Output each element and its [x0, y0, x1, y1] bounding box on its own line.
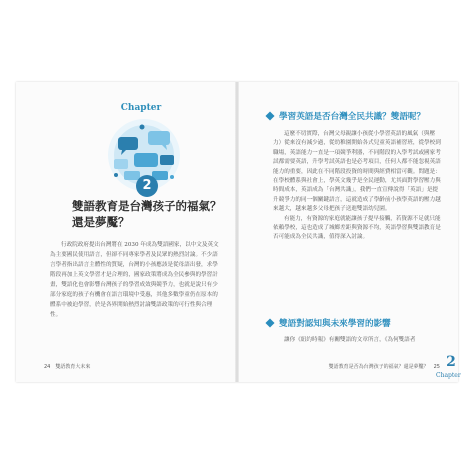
paragraph: 行政院政府提出台灣將在 2030 年成為雙語國家，以中文及英文為主要國民使用語言，但卻不同專家學者及民眾的熱烈討論。不少語言學者指出語言主體性的質疑，台灣的小孩應該是從母語出發，求學階段再加上英文學習才是合理的，國家政策將成為全民參與的學習計畫，雙語化也會影響台灣孩子的學習成效與競爭力，也就是說只有少部分家庭的孩子有機會在語言環境中受惠，其他多數學童仍在原本的體系中被迫學習，於是各界開始熱烈討論雙語政策的可行性與合理性。: [50, 242, 219, 318]
chapter-word: Chapter: [120, 103, 162, 113]
left-page: [16, 82, 237, 382]
chapter-title-line: 還是夢魘？: [72, 215, 130, 229]
side-chapter-number: 2: [446, 354, 456, 370]
left-body-text: [50, 240, 220, 320]
chapter-number-badge: 2: [136, 175, 158, 197]
left-folio: 24 雙語教育大未來: [44, 364, 91, 370]
section-body: [273, 130, 443, 310]
section-diamond-icon: [265, 111, 275, 121]
chapter-title: [72, 198, 222, 230]
section-heading: 雙語對認知與未來學習的影響: [279, 319, 391, 329]
paragraph: 有能力，有資源的家庭就能讓孩子提早接觸，若資源不足就只能依賴學校，這也造成了城鄉差距與資源不均，英語學習與雙語教育是否可能成為全民共識，值得深入討論。: [273, 215, 441, 241]
right-page: [237, 82, 461, 382]
section-heading: 學習英語是否台灣全民共識？雙語呢？: [279, 112, 426, 122]
right-folio: 雙語教育是否為台灣孩子的福氣？還是夢魘？ 25: [328, 364, 440, 370]
paragraph: 讓你《紐約時報》有關雙語的文章所言，《為何雙語者: [284, 337, 416, 343]
chapter-title-line: 雙語教育是台灣孩子的福氣？: [72, 199, 222, 213]
side-chapter-label: Chapter: [436, 372, 461, 379]
book-spread: [16, 82, 461, 382]
section-body: [273, 336, 443, 356]
paragraph: 這麼不切實際，台灣父母親讓小孩從小學習英語的風氣（與壓力）從來沒有減少過，從幼稚園開始各式兒童英語補習班，從學校到職場，英語能力一直是一項競爭利器，不同階段的入學考試或國家考試都需要英語，升學考試英語也是必考項目，任何人都不能忽視英語能力的重要，因此在不同階段投資的時間與經費相當可觀。問題是：在學校體系與社會上，學英文幾乎是全民運動，尤其面對學習壓力與時間成本，英語成為「台灣共識」，我們一直宣傳說得「英語」是提升競爭力的同一個關鍵語言，這就造成了學齡前小孩學英語的壓力越來越大，越來越多父母把孩子送進雙語幼兒園。: [273, 131, 441, 213]
section-diamond-icon: [265, 318, 275, 328]
